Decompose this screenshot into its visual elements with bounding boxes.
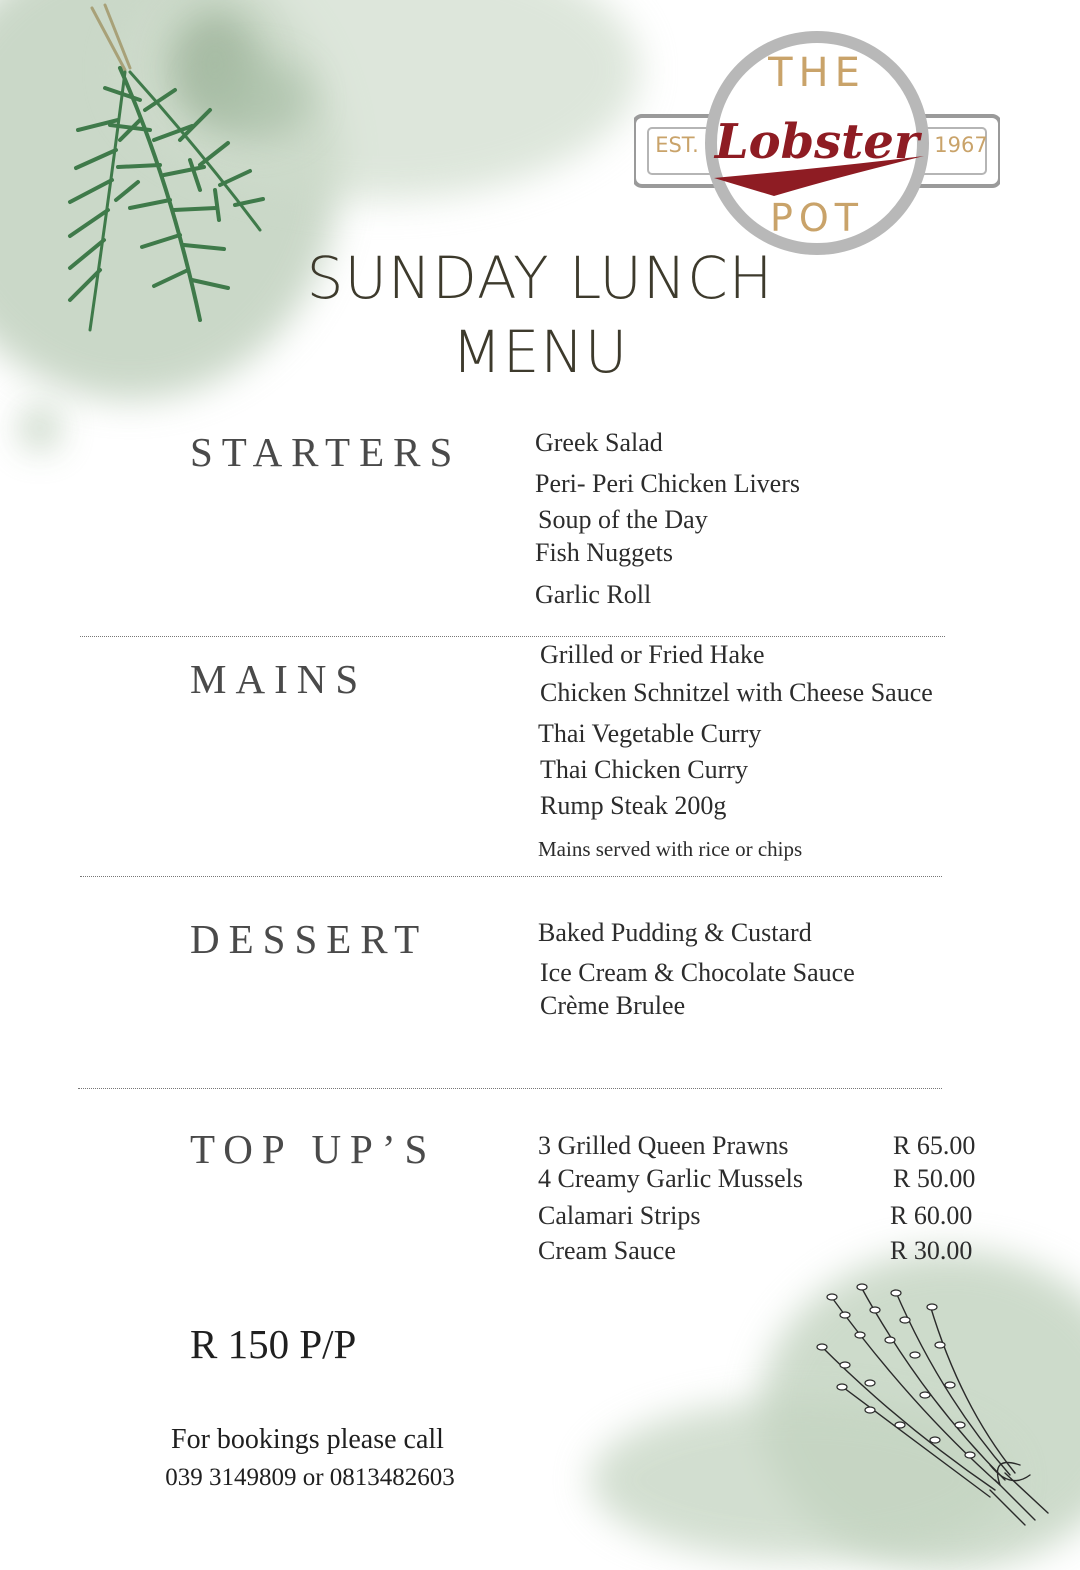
menu-item: Rump Steak 200g: [540, 791, 727, 820]
logo-the: THE: [768, 50, 866, 96]
menu-item: Grilled or Fried Hake: [540, 640, 765, 669]
topup-item-price: R 60.00: [890, 1201, 973, 1230]
logo-pot: POT: [769, 196, 865, 240]
topup-item-name: Calamari Strips: [538, 1201, 701, 1230]
menu-item: Thai Vegetable Curry: [538, 719, 762, 748]
menu-item: Baked Pudding & Custard: [538, 918, 812, 947]
section-heading-starters: STARTERS: [190, 429, 462, 475]
menu-item: Peri- Peri Chicken Livers: [535, 469, 800, 498]
menu-title-line2: MENU: [451, 318, 629, 386]
logo-year: 1967: [934, 133, 988, 157]
mains-note: Mains served with rice or chips: [538, 837, 803, 861]
logo-est: EST.: [655, 133, 699, 157]
lobster-pot-logo: [634, 28, 1000, 258]
topup-item-price: R 30.00: [890, 1236, 973, 1265]
section-heading-mains: MAINS: [190, 656, 368, 702]
topup-item-price: R 50.00: [893, 1164, 976, 1193]
topup-item-name: 4 Creamy Garlic Mussels: [538, 1164, 804, 1193]
menu-item: Greek Salad: [535, 428, 663, 457]
menu-item: Thai Chicken Curry: [540, 755, 748, 784]
menu-item: Soup of the Day: [538, 505, 708, 534]
section-heading-topups: TOP UP’S: [190, 1126, 437, 1172]
topup-item-name: Cream Sauce: [538, 1236, 676, 1265]
section-divider: [80, 876, 942, 877]
bookings-phone: 039 3149809 or 0813482603: [165, 1464, 455, 1491]
menu-item: Garlic Roll: [535, 580, 652, 609]
topup-item-price: R 65.00: [893, 1131, 976, 1160]
section-divider: [80, 636, 945, 637]
menu-item: Crème Brulee: [540, 991, 686, 1020]
topup-item-name: 3 Grilled Queen Prawns: [538, 1131, 789, 1160]
bookings-line1: For bookings please call: [171, 1424, 444, 1455]
section-divider: [78, 1088, 942, 1089]
watercolor-wash-left-dot: [22, 408, 58, 448]
menu-item: Chicken Schnitzel with Cheese Sauce: [540, 678, 933, 707]
price-per-person: R 150 P/P: [190, 1321, 357, 1367]
menu-item: Fish Nuggets: [535, 538, 673, 567]
section-heading-dessert: DESSERT: [190, 916, 429, 962]
thyme-bundle-icon: [800, 1275, 1060, 1528]
menu-title-line1: SUNDAY LUNCH: [306, 244, 774, 312]
logo-lobster: Lobster: [714, 114, 920, 170]
menu-item: Ice Cream & Chocolate Sauce: [540, 958, 855, 987]
